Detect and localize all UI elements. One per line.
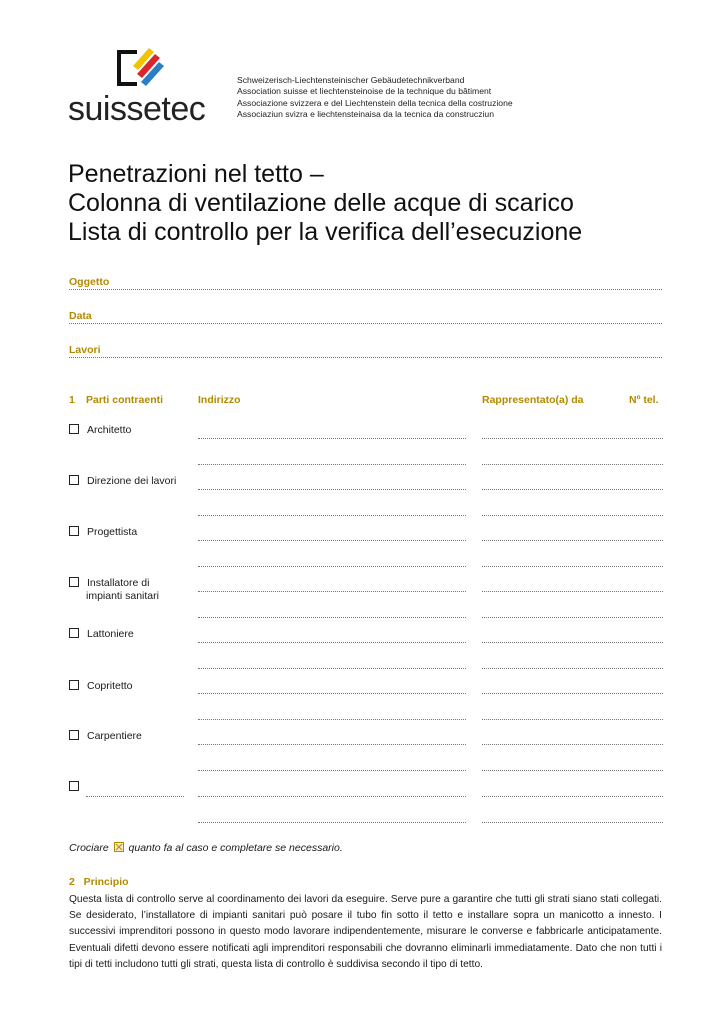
column-header-phone: Nº tel. — [629, 394, 659, 406]
represented-line[interactable] — [482, 668, 663, 669]
address-line[interactable] — [198, 566, 466, 567]
represented-line[interactable] — [482, 464, 663, 465]
section1-title: Parti contraenti — [86, 394, 164, 406]
address-line[interactable] — [198, 591, 466, 592]
party-label: Carpentiere — [87, 730, 142, 742]
address-line[interactable] — [198, 515, 466, 516]
party-label: Copritetto — [87, 680, 133, 692]
checkbox-lattoniere[interactable] — [69, 628, 79, 638]
address-line[interactable] — [198, 668, 466, 669]
section2-title: Principio — [83, 876, 129, 888]
column-header-represented: Rappresentato(a) da — [482, 394, 584, 406]
represented-line[interactable] — [482, 438, 663, 439]
title-line-3: Lista di controllo per la verifica dell’esecuzione — [68, 218, 583, 246]
party-label: Lattoniere — [87, 628, 134, 640]
column-header-address: Indirizzo — [198, 394, 241, 406]
address-line[interactable] — [198, 617, 466, 618]
section2-heading — [69, 876, 129, 888]
party-label-line-1: Installatore di — [87, 577, 150, 589]
field-input-data[interactable] — [69, 323, 662, 324]
title-line-2: Colonna di ventilazione delle acque di scarico — [68, 189, 574, 217]
address-line[interactable] — [198, 464, 466, 465]
association-line-fr: Association suisse et liechtensteinoise de la technique du bâtiment — [237, 86, 492, 97]
party-label-line-2: impianti sanitari — [86, 590, 159, 602]
association-line-de: Schweizerisch-Liechtensteinischer Gebäudetechnikverband — [237, 75, 465, 85]
represented-line[interactable] — [482, 489, 663, 490]
suissetec-logo-text: suissetec — [68, 90, 206, 128]
checked-box-icon — [114, 842, 124, 852]
represented-line[interactable] — [482, 566, 663, 567]
represented-line[interactable] — [482, 617, 663, 618]
note-before: Crociare — [69, 842, 109, 854]
party-input-other[interactable] — [86, 796, 184, 797]
party-row-carpentiere — [69, 730, 142, 743]
represented-line[interactable] — [482, 744, 663, 745]
address-line[interactable] — [198, 744, 466, 745]
address-line[interactable] — [198, 642, 466, 643]
checkbox-other[interactable] — [69, 781, 79, 791]
party-row-architetto — [69, 424, 131, 437]
party-row-other — [69, 781, 87, 794]
represented-line[interactable] — [482, 796, 663, 797]
represented-line[interactable] — [482, 693, 663, 694]
party-label: Architetto — [87, 424, 132, 436]
checkbox-direzione-lavori[interactable] — [69, 475, 79, 485]
address-line[interactable] — [198, 719, 466, 720]
instruction-note — [69, 842, 343, 854]
represented-line[interactable] — [482, 540, 663, 541]
note-after: quanto fa al caso e completare se necessario. — [128, 842, 343, 854]
section2-number: 2 — [69, 876, 75, 888]
checkbox-copritetto[interactable] — [69, 680, 79, 690]
represented-line[interactable] — [482, 719, 663, 720]
page-title — [68, 160, 582, 247]
address-line[interactable] — [198, 438, 466, 439]
party-row-progettista — [69, 526, 137, 539]
title-line-1: Penetrazioni nel tetto – — [68, 160, 324, 188]
association-line-rm: Associaziun svizra e liechtensteinaisa da la tecnica da construcziun — [237, 108, 494, 119]
address-line[interactable] — [198, 770, 466, 771]
association-line-it: Associazione svizzera e del Liechtenstein della tecnica della costruzione — [237, 97, 513, 108]
address-line[interactable] — [198, 693, 466, 694]
represented-line[interactable] — [482, 822, 663, 823]
checkbox-installatore[interactable] — [69, 577, 79, 587]
party-row-copritetto — [69, 680, 133, 693]
checkbox-architetto[interactable] — [69, 424, 79, 434]
field-input-oggetto[interactable] — [69, 289, 662, 290]
party-row-direzione-lavori — [69, 475, 176, 488]
field-label-lavori: Lavori — [69, 344, 101, 356]
represented-line[interactable] — [482, 770, 663, 771]
represented-line[interactable] — [482, 591, 663, 592]
suissetec-logo-mark — [115, 44, 171, 90]
party-label: Progettista — [87, 526, 138, 538]
address-line[interactable] — [198, 822, 466, 823]
address-line[interactable] — [198, 489, 466, 490]
checkbox-progettista[interactable] — [69, 526, 79, 536]
field-label-data: Data — [69, 310, 92, 322]
field-label-oggetto: Oggetto — [69, 276, 110, 288]
checkbox-carpentiere[interactable] — [69, 730, 79, 740]
address-line[interactable] — [198, 540, 466, 541]
party-row-lattoniere — [69, 628, 134, 641]
party-label: Direzione dei lavori — [87, 475, 177, 487]
section1-number: 1 — [69, 394, 75, 406]
field-input-lavori[interactable] — [69, 357, 662, 358]
address-line[interactable] — [198, 796, 466, 797]
represented-line[interactable] — [482, 515, 663, 516]
represented-line[interactable] — [482, 642, 663, 643]
section2-paragraph: Questa lista di controllo serve al coordinamento dei lavori da eseguire. Serve pure a garantire che tutti gli strati siano stati collegati. Se desiderato, l’installatore di impianti sanitari può posare il tubo fin sotto il tetto e installare sopra un manicotto a innesto. I successivi imprenditori possono in questo modo lavorare indipendentemente, misurare le converse e fabbricarle anticipatamente. Eventuali difetti devono essere notificati agli imprenditori responsabili che dovranno eliminarli immediatamente. Dato che non tutti i tipi di tetti includono tutti gli strati, questa lista di controllo è suddivisa secondo il tipo di tetto. — [69, 894, 662, 970]
party-row-installatore — [69, 577, 159, 603]
association-names — [237, 75, 513, 120]
